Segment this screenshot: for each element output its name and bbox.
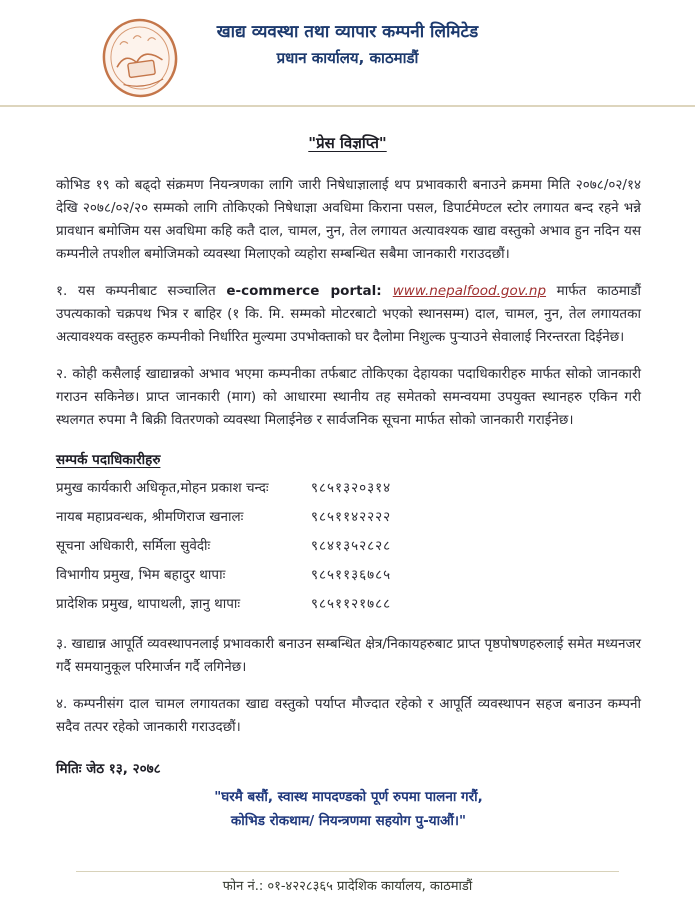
contact-row [56, 565, 641, 586]
contact-row [56, 478, 641, 499]
slogan [56, 785, 641, 833]
contact-label: प्रमुख कार्यकारी अधिकृत,मोहन प्रकाश चन्दः [56, 480, 269, 496]
portal-label: e-commerce portal: [226, 283, 393, 299]
item-4-paragraph: ४. कम्पनीसंग दाल चामल लगायतका खाद्य वस्तुको पर्याप्त मौज्दात रहेको र आपूर्ति व्यवस्थापन सहज बनाउन कम्पनी सदैव तत्पर रहेको जानकारी गराउदछौं। [56, 696, 641, 735]
header-divider [0, 105, 695, 107]
company-seal-logo [95, 11, 186, 105]
item-2-paragraph: २. कोही कसैलाई खाद्यान्नको अभाव भएमा कम्पनीका तर्फबाट तोकिएका देहायका पदाधिकारीहरु मार्फत सोको जानकारी गराउन सकिनेछ। प्राप्त जानकारी (माग) को आधारमा स्थानीय तह समेतको समन्वयमा उपयुक्त स्थानहरु एकिन गरी स्थलगत रुपमा नै बिक्री वितरणको व्यवस्था मिलाईनेछ र सार्वजनिक सूचना मार्फत सोको जानकारी गराईनेछ। [56, 366, 641, 428]
contact-phone: ९८५११३६७८५ [311, 567, 392, 583]
contacts-heading: सम्पर्क पदाधिकारीहरु [56, 452, 161, 468]
intro-paragraph: कोभिड १९ को बढ्दो संक्रमण नियन्त्रणका लागि जारी निषेधाज्ञालाई थप प्रभावकारी बनाउने क्रममा मिति २०७८/०२/१४ देखि २०७८/०२/२० सम्मको लागि तोकिएको निषेधाज्ञा अवधिमा किराना पसल, डिपार्टमेण्टल स्टोर लगायत बन्द रहने भन्ने प्रावधान बमोजिम यस अवधिमा कहि कतै दाल, चामल, नुन, तेल लगायत अत्यावश्यक खाद्य वस्तुको अभाव हुन नदिन यस कम्पनीले तपशील बमोजिमको व्यवस्था मिलाएको व्यहोरा सम्बन्धित सबैमा जानकारी गराउदछौं। [56, 177, 641, 262]
document-body [0, 174, 695, 833]
letterhead [0, 0, 695, 93]
contact-row [56, 507, 641, 528]
contact-phone: ९८५११४२२२२ [311, 509, 392, 525]
date-line: मितिः जेठ १३, २०७८ [56, 761, 161, 777]
contact-label: सूचना अधिकारी, सर्मिला सुवेदीः [56, 538, 211, 554]
contact-label: प्रादेशिक प्रमुख, थापाथली, ज्ञानु थापाः [56, 596, 241, 612]
slogan-line-2: कोभिड रोकथाम/ नियन्त्रणमा सहयोग पु-याऔं।" [230, 813, 467, 829]
contact-row [56, 594, 641, 615]
footer-contact: फोन नं.: ०१-४२२८३६५ प्रादेशिक कार्यालय, काठमाडौं [222, 879, 473, 894]
org-office: प्रधान कार्यालय, काठमाडौं [276, 48, 419, 67]
contact-label: विभागीय प्रमुख, भिम बहादुर थापाः [56, 567, 226, 583]
contact-phone: ९८५११२१७८८ [311, 596, 392, 612]
nepalfood-link[interactable]: www.nepalfood.gov.np [392, 283, 547, 299]
footer-divider [76, 871, 618, 872]
item-3-paragraph: ३. खाद्यान्न आपूर्ति व्यवस्थापनलाई प्रभावकारी बनाउन सम्बन्धित क्षेत्र/निकायहरुबाट प्राप्त पृष्ठपोषणहरुलाई समेत मध्यनजर गर्दै समयानुकूल परिमार्जन गर्दै लगिनेछ। [56, 636, 641, 675]
slogan-line-1: "घरमै बसौं, स्वास्थ मापदण्डको पूर्ण रुपमा पालना गरौं, [214, 789, 483, 805]
contact-phone: ९८५१३२०३१४ [311, 480, 392, 496]
document-title: "प्रेस विज्ञप्ति" [308, 134, 387, 152]
contact-label: नायब महाप्रवन्धक, श्रीमणिराज खनालः [56, 509, 244, 525]
contacts-list [56, 478, 641, 615]
footer [0, 871, 695, 894]
org-name: खाद्य व्यवस्था तथा व्यापार कम्पनी लिमिटेड [216, 22, 479, 42]
contact-phone: ९८४१३५२८२८ [311, 538, 392, 554]
contact-row [56, 536, 641, 557]
item-1-post-text: मार्फत काठमाडौं उपत्यकाको चक्रपथ भित्र र बाहिर (१ कि. मि. सम्मको मोटरबाटो भएको स्थानसम्म) दाल, चामल, नुन, तेल लगायतका अत्यावश्यक वस्तुहरु कम्पनीको निर्धारित मुल्यमा उपभोक्ताको घर दैलोमा निशुल्क पुऱ्याउने सेवालाई निरन्तरता दिईनेछ। [56, 283, 641, 345]
item-1-pre-text: १. यस कम्पनीबाट सञ्चालित [56, 283, 227, 299]
item-1-paragraph [56, 280, 641, 349]
